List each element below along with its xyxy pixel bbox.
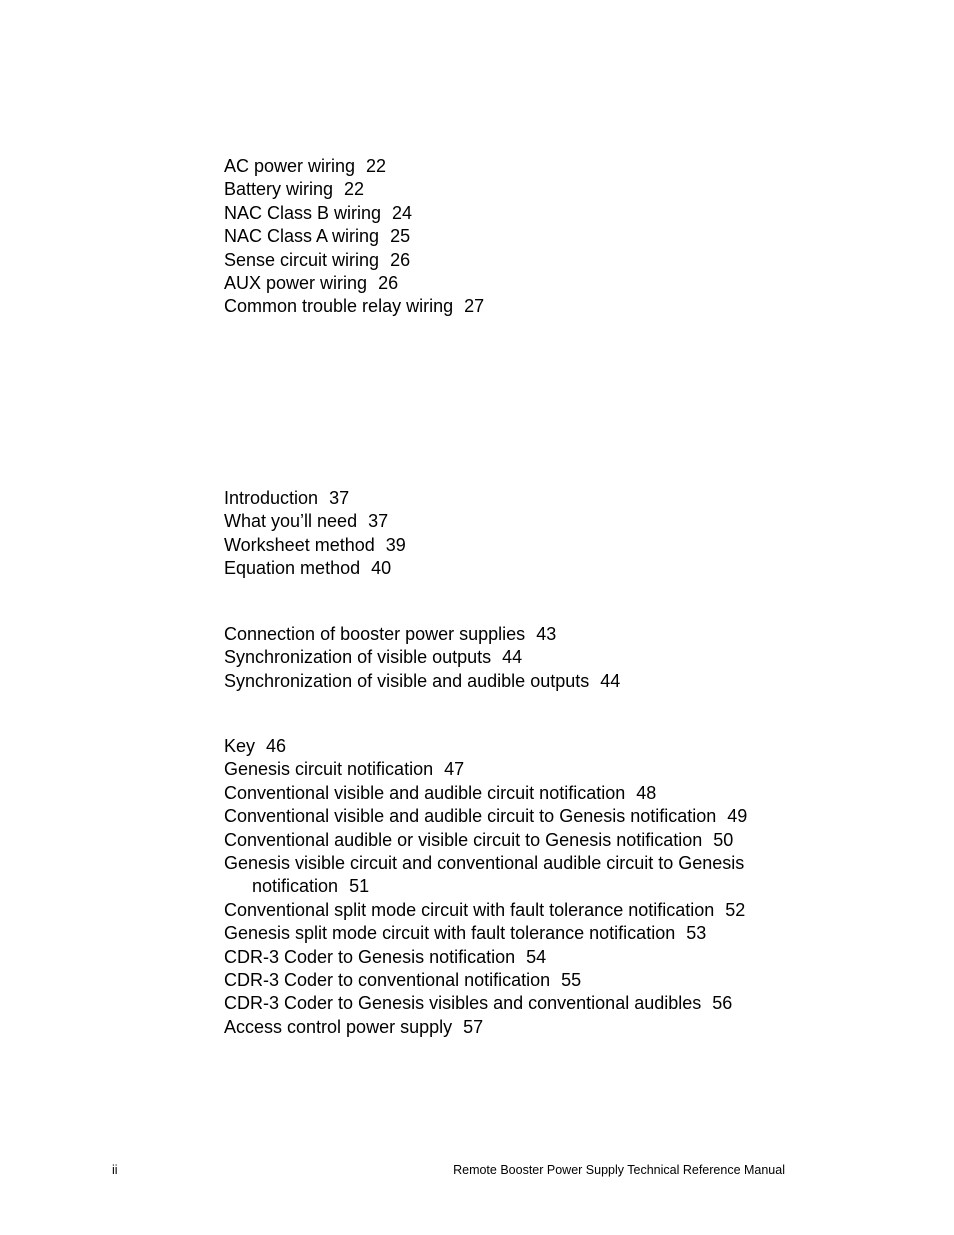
toc-entry-title: Conventional audible or visible circuit to Genesis notification <box>224 829 703 850</box>
toc-entry-page: 53 <box>686 923 707 944</box>
toc-entry[interactable] <box>224 670 804 693</box>
toc-entry-page: 24 <box>392 202 413 223</box>
toc-entry-title: Genesis visible circuit and conventional audible circuit to Genesis notification <box>224 852 745 897</box>
toc-group-applications <box>224 735 804 1039</box>
toc-entry[interactable] <box>224 225 804 248</box>
toc-entry-title: Equation method <box>224 558 361 579</box>
toc-entry[interactable] <box>224 510 804 533</box>
toc-entry-title: Conventional visible and audible circuit to Genesis notification <box>224 806 717 827</box>
toc-entry-page: 25 <box>390 226 411 247</box>
toc-entry-title: Introduction <box>224 488 319 508</box>
toc-entry-title: Key <box>224 736 256 756</box>
toc-entry-title: CDR-3 Coder to Genesis notification <box>224 946 516 967</box>
toc-entry-page: 57 <box>463 1016 484 1037</box>
toc-entry[interactable] <box>224 202 804 225</box>
toc-entry-title: Synchronization of visible outputs <box>224 647 492 668</box>
toc-entry[interactable] <box>224 852 797 899</box>
toc-entry[interactable] <box>224 155 804 178</box>
toc-entry-page: 22 <box>344 179 365 200</box>
toc-entry-title: Battery wiring <box>224 179 334 200</box>
toc-entry-page: 37 <box>368 511 389 532</box>
toc-entry[interactable] <box>224 534 804 557</box>
toc-entry-page: 56 <box>712 993 733 1014</box>
toc-entry[interactable] <box>224 295 804 318</box>
footer-page-number: ii <box>112 1163 118 1177</box>
toc-entry-title: Worksheet method <box>224 534 375 555</box>
toc-entry-title: Genesis split mode circuit with fault tolerance notification <box>224 923 676 944</box>
footer-manual-title: Remote Booster Power Supply Technical Reference Manual <box>453 1163 785 1177</box>
toc-entry[interactable] <box>224 922 804 945</box>
toc-entry-title: Access control power supply <box>224 1016 453 1037</box>
toc-entry[interactable] <box>224 992 804 1015</box>
toc-group-wiring <box>224 155 804 319</box>
toc-entry-page: 40 <box>371 558 392 579</box>
toc-entry-page: 26 <box>378 272 399 293</box>
toc-entry[interactable] <box>224 249 804 272</box>
toc-entry-title: NAC Class B wiring <box>224 202 382 223</box>
toc-entry-page: 26 <box>390 249 411 270</box>
toc-entry-page: 44 <box>502 647 523 668</box>
toc-entry[interactable] <box>224 1016 804 1039</box>
toc-entry-page: 49 <box>727 806 748 827</box>
toc-entry[interactable] <box>224 623 804 646</box>
toc-entry[interactable] <box>224 782 804 805</box>
toc-entry-title: CDR-3 Coder to conventional notification <box>224 969 551 990</box>
toc-entry[interactable] <box>224 899 804 922</box>
toc-entry-title: NAC Class A wiring <box>224 226 380 247</box>
toc-entry-page: 50 <box>713 829 734 850</box>
toc-entry-title: AC power wiring <box>224 156 356 176</box>
toc-entry-title: CDR-3 Coder to Genesis visibles and conventional audibles <box>224 993 702 1014</box>
toc-entry-title: Conventional visible and audible circuit notification <box>224 782 626 803</box>
toc-entry-title: What you’ll need <box>224 511 358 532</box>
toc-entry-page: 48 <box>636 782 657 803</box>
toc-entry-page: 27 <box>464 296 485 317</box>
toc-entry-page: 37 <box>329 488 350 508</box>
toc-entry[interactable] <box>224 646 804 669</box>
toc-entry-title: Connection of booster power supplies <box>224 624 526 644</box>
toc-entry-title: Sense circuit wiring <box>224 249 380 270</box>
toc-entry-page: 44 <box>600 670 621 691</box>
toc-entry[interactable] <box>224 829 804 852</box>
toc-entry-page: 47 <box>444 759 465 780</box>
toc-group-synchronization <box>224 623 804 693</box>
toc-entry-page: 54 <box>526 946 547 967</box>
toc-entry-title: Conventional split mode circuit with fault tolerance notification <box>224 899 715 920</box>
toc-entry-title: Synchronization of visible and audible outputs <box>224 670 590 691</box>
toc-entry[interactable] <box>224 758 804 781</box>
toc-entry-page: 43 <box>536 624 557 644</box>
toc-entry-page: 55 <box>561 969 582 990</box>
toc-entry-page: 46 <box>266 736 287 756</box>
toc-entry[interactable] <box>224 557 804 580</box>
toc-entry-page: 39 <box>385 534 406 555</box>
toc-entry-page: 22 <box>366 156 387 176</box>
toc-group-calculations <box>224 487 804 581</box>
toc-entry-title: Common trouble relay wiring <box>224 296 454 317</box>
toc-entry-page: 51 <box>349 876 370 897</box>
toc-entry[interactable] <box>224 178 804 201</box>
toc-entry-page: 52 <box>725 899 746 920</box>
toc-entry[interactable] <box>224 735 804 758</box>
toc-entry[interactable] <box>224 805 804 828</box>
toc-entry-title: Genesis circuit notification <box>224 759 434 780</box>
toc-entry-title: AUX power wiring <box>224 272 368 293</box>
toc-entry[interactable] <box>224 969 804 992</box>
toc-entry[interactable] <box>224 946 804 969</box>
toc-entry[interactable] <box>224 487 804 510</box>
toc-entry[interactable] <box>224 272 804 295</box>
